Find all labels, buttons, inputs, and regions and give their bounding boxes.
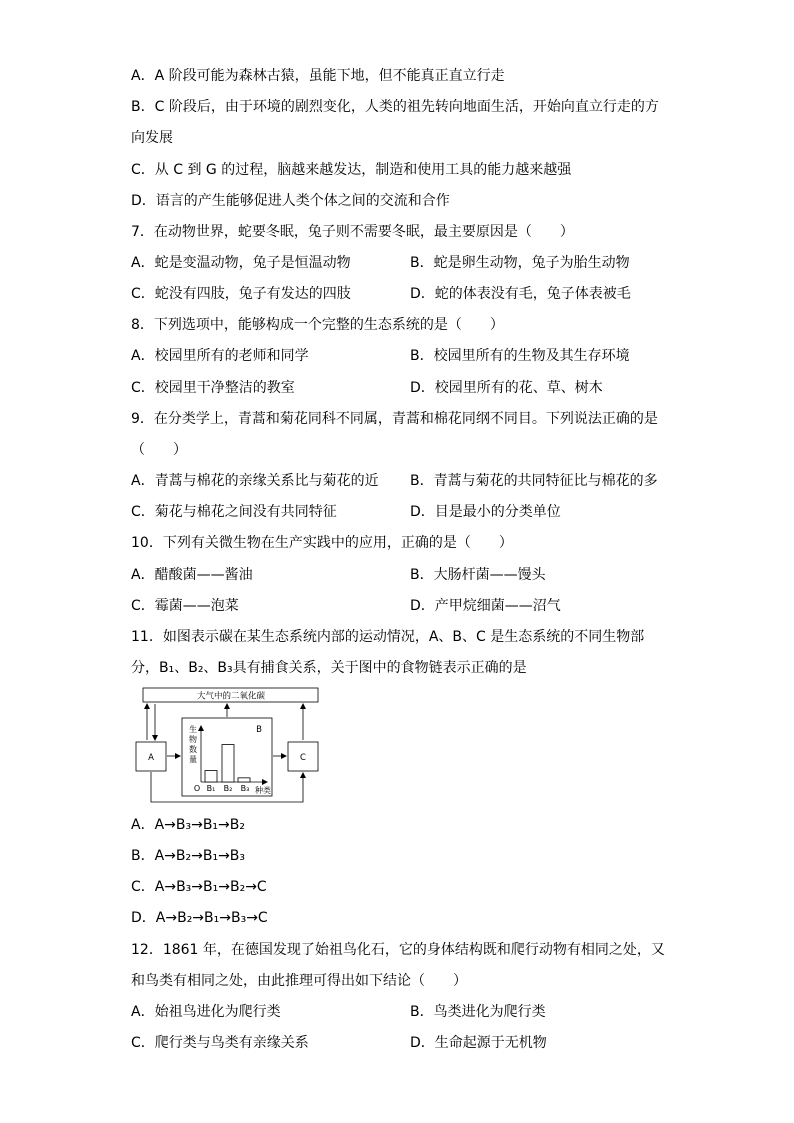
q12-option-b: B．鸟类进化为爬行类	[410, 1004, 546, 1020]
bar-b1	[205, 771, 217, 782]
q7-option-b: B．蛇是卵生动物，兔子为胎生动物	[410, 255, 630, 271]
q10-option-c: C．霉菌——泡菜	[131, 598, 239, 614]
q10-option-d: D．产甲烷细菌——沼气	[410, 598, 561, 614]
q10-stem: 10．下列有关微生物在生产实践中的应用，正确的是（ ）	[131, 535, 513, 551]
q9-option-c: C．菊花与棉花之间没有共同特征	[131, 504, 337, 520]
b1-label: B₁	[206, 784, 216, 793]
q7-option-c: C．蛇没有四肢，兔子有发达的四肢	[131, 286, 351, 302]
q9-stem: 9．在分类学上，青蒿和菊花同科不同属，青蒿和棉花同纲不同目。下列说法正确的是	[131, 411, 658, 427]
q6-option-b-cont: 向发展	[131, 130, 173, 146]
b2-label: B₂	[223, 784, 233, 793]
q9-option-b: B．青蒿与菊花的共同特征比与棉花的多	[410, 473, 658, 489]
q8-stem: 8．下列选项中，能够构成一个完整的生态系统的是（ ）	[131, 317, 504, 333]
q7-option-d: D．蛇的体表没有毛，兔子体表被毛	[410, 286, 631, 302]
bar-b2	[222, 745, 234, 782]
q11-stem-cont: 分，B₁、B₂、B₃具有捕食关系，关于图中的食物链表示正确的是	[131, 660, 527, 676]
q6-option-a: A．A 阶段可能为森林古猿，虽能下地，但不能真正直立行走	[131, 68, 505, 84]
producer-a-label: A	[148, 753, 154, 763]
x-axis-label: 种类	[255, 786, 271, 795]
y-axis-label-2: 物	[189, 735, 197, 744]
carbon-cycle-diagram	[131, 686, 321, 804]
y-axis-label-3: 数	[189, 745, 197, 754]
q12-stem-cont: 和鸟类有相同之处，由此推理可得出如下结论（ ）	[131, 973, 467, 989]
q11-option-a: A．A→B₃→B₁→B₂	[131, 817, 245, 833]
q9-option-a: A．青蒿与棉花的亲缘关系比与菊花的近	[131, 473, 379, 489]
q12-stem: 12．1861 年，在德国发现了始祖鸟化石，它的身体结构既和爬行动物有相同之处，又	[131, 942, 665, 958]
q12-option-c: C．爬行类与鸟类有亲缘关系	[131, 1035, 309, 1051]
q8-option-d: D．校园里所有的花、草、树木	[410, 380, 603, 396]
q11-stem: 11．如图表示碳在某生态系统内部的运动情况，A、B、C 是生态系统的不同生物部	[131, 629, 645, 645]
y-axis-label-1: 生	[189, 725, 197, 734]
y-axis-label-4: 量	[189, 755, 197, 764]
bar-b3	[238, 778, 250, 782]
q11-option-c: C．A→B₃→B₁→B₂→C	[131, 879, 267, 895]
q6-option-c: C．从 C 到 G 的过程，脑越来越发达，制造和使用工具的能力越来越强	[131, 162, 572, 178]
consumer-b-label: B	[256, 725, 262, 735]
q12-option-a: A．始祖鸟进化为爬行类	[131, 1004, 281, 1020]
decomposer-c-label: C	[300, 753, 306, 763]
q6-option-d: D．语言的产生能够促进人类个体之间的交流和合作	[131, 193, 450, 209]
q6-option-b: B．C 阶段后，由于环境的剧烈变化，人类的祖先转向地面生活，开始向直立行走的方	[131, 99, 659, 115]
q10-option-a: A．醋酸菌——酱油	[131, 567, 253, 583]
q8-option-c: C．校园里干净整洁的教室	[131, 380, 295, 396]
q8-option-b: B．校园里所有的生物及其生存环境	[410, 348, 630, 364]
q11-option-d: D．A→B₂→B₁→B₃→C	[131, 910, 268, 926]
q8-option-a: A．校园里所有的老师和同学	[131, 348, 309, 364]
q12-option-d: D．生命起源于无机物	[410, 1035, 547, 1051]
origin-label: O	[193, 784, 201, 793]
q7-option-a: A．蛇是变温动物，兔子是恒温动物	[131, 255, 351, 271]
atmosphere-co2-label: 大气中的二氧化碳	[196, 691, 266, 702]
q10-option-b: B．大肠杆菌——馒头	[410, 567, 546, 583]
b3-label: B₃	[240, 784, 250, 793]
q9-stem-cont: （ ）	[131, 442, 187, 458]
q9-option-d: D．目是最小的分类单位	[410, 504, 561, 520]
q11-option-b: B．A→B₂→B₁→B₃	[131, 848, 246, 864]
q7-stem: 7．在动物世界，蛇要冬眠，兔子则不需要冬眠，最主要原因是（ ）	[131, 224, 574, 240]
